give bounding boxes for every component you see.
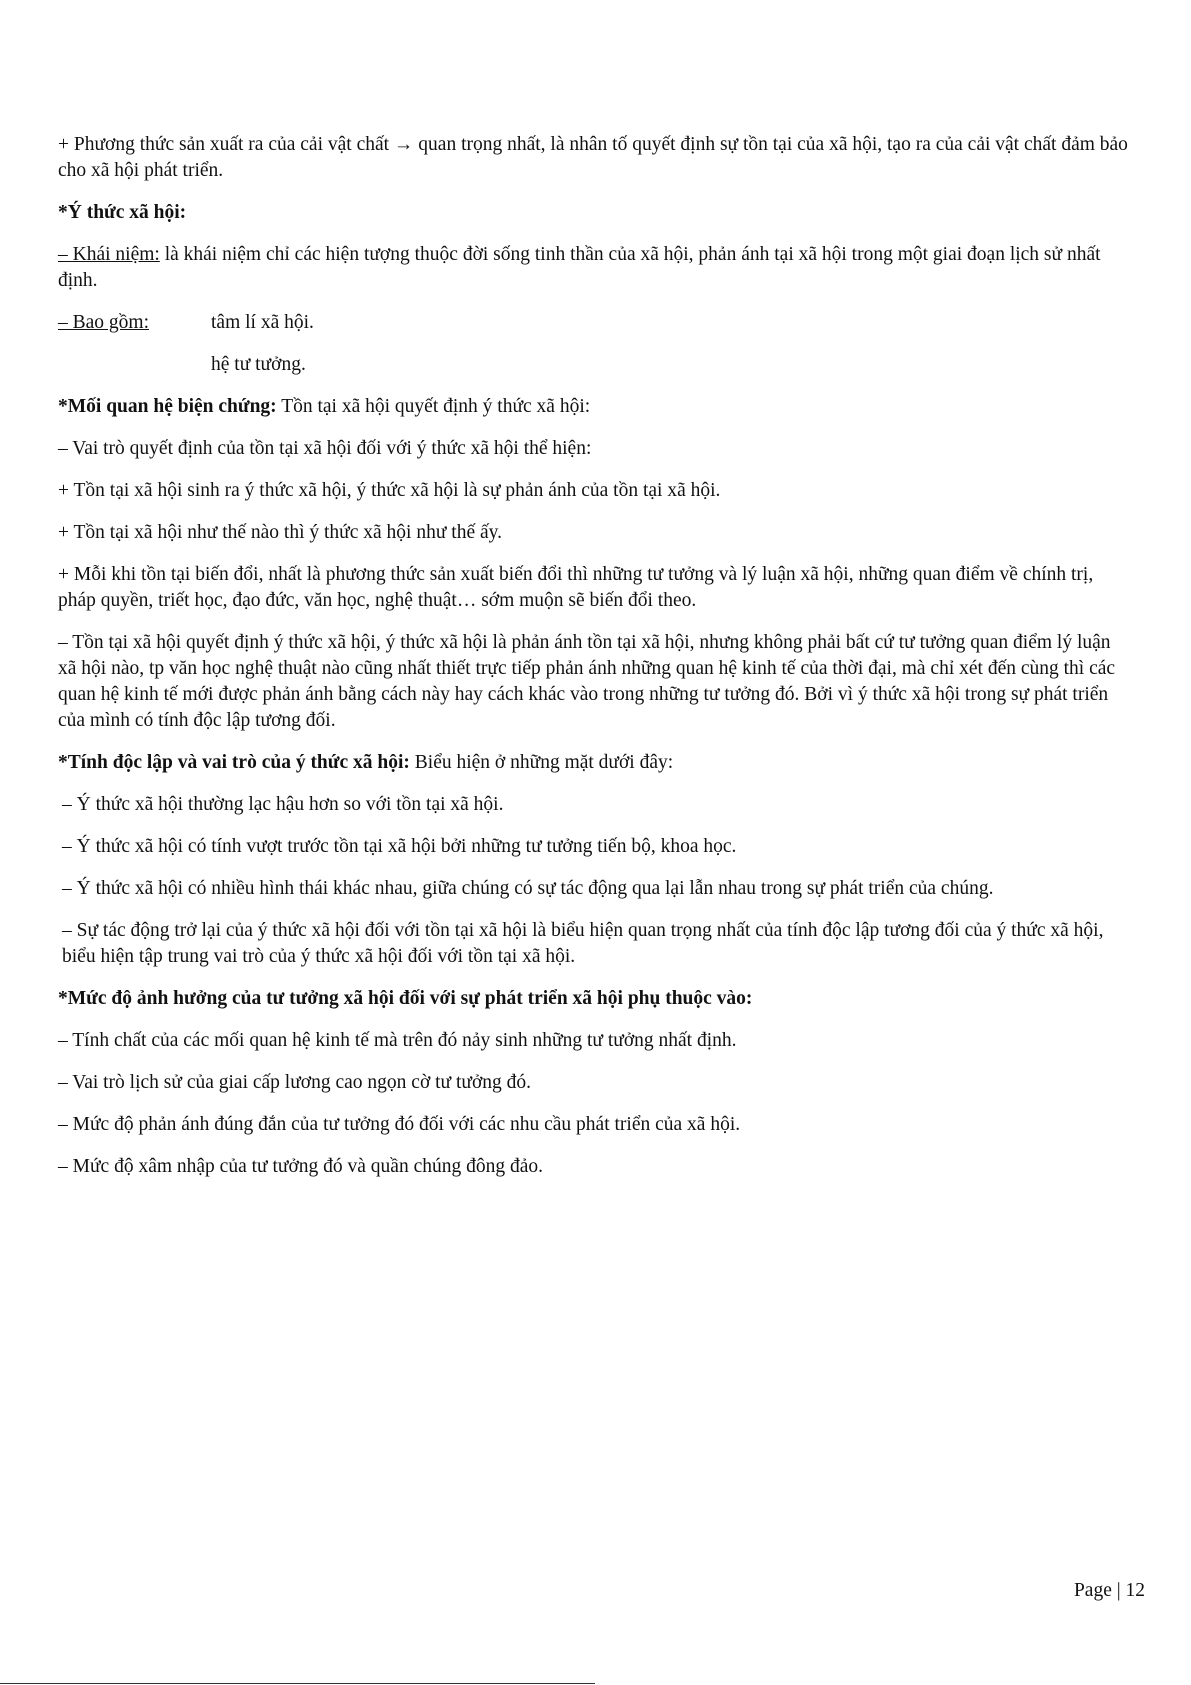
includes-label-wrap — [58, 310, 211, 336]
includes-item-1: tâm lí xã hội. — [211, 312, 314, 333]
paragraph-reflection: – Mức độ phản ánh đúng đắn của tư tưởng đó đối với các nhu cầu phát triển của xã hội. — [58, 1114, 741, 1135]
paragraph-forms: – Ý thức xã hội có nhiều hình thái khác nhau, giữa chúng có sự tác động qua lại lẫn nhau trong sự phát triển của chúng. — [62, 878, 994, 899]
heading-social-consciousness: *Ý thức xã hội: — [58, 202, 187, 223]
includes-item-2: hệ tư tưởng. — [211, 354, 306, 375]
concept-label: – Khái niệm: — [58, 244, 160, 265]
paragraph-independence — [58, 750, 1128, 776]
dialectic-text: Tồn tại xã hội quyết định ý thức xã hội: — [276, 396, 591, 417]
heading-influence-level: *Mức độ ảnh hưởng của tư tưởng xã hội đối với sự phát triển xã hội phụ thuộc vào: — [58, 988, 753, 1009]
paragraph-concept — [58, 242, 1128, 294]
paragraph-ahead: – Ý thức xã hội có tính vượt trước tồn tại xã hội bởi những tư tưởng tiến bộ, khoa học. — [62, 836, 737, 857]
paragraph-dialectic — [58, 394, 1128, 420]
bottom-divider — [0, 1683, 595, 1684]
includes-row — [58, 310, 1128, 336]
paragraph-change: + Mỗi khi tồn tại biến đổi, nhất là phương thức sản xuất biến đổi thì những tư tưởng và lý luận xã hội, những quan điểm về chính trị, pháp quyền, triết học, đạo đức, văn học, nghệ thuật… sớm muộn sẽ biến đổi theo. — [58, 564, 1094, 611]
paragraph-existence-2: + Tồn tại xã hội như thế nào thì ý thức xã hội như thế ấy. — [58, 522, 502, 543]
paragraph-historical-role: – Vai trò lịch sử của giai cấp lương cao ngọn cờ tư tưởng đó. — [58, 1072, 532, 1093]
independence-text: Biểu hiện ở những mặt dưới đây: — [409, 752, 674, 773]
paragraph-decisive-role: – Vai trò quyết định của tồn tại xã hội đối với ý thức xã hội thể hiện: — [58, 438, 592, 459]
paragraph-feedback: – Sự tác động trở lại của ý thức xã hội đối với tồn tại xã hội là biểu hiện quan trọng nhất của tính độc lập tương đối của ý thức xã hội, biểu hiện tập trung vai trò của ý thức xã hội đối với tồn tại xã hội. — [62, 920, 1104, 967]
paragraph-penetration: – Mức độ xâm nhập của tư tưởng đó và quần chúng đông đảo. — [58, 1156, 544, 1177]
page-number: Page | 12 — [1073, 1580, 1145, 1601]
independence-label: *Tính độc lập và vai trò của ý thức xã hội: — [58, 752, 410, 773]
paragraph-existence-1: + Tồn tại xã hội sinh ra ý thức xã hội, ý thức xã hội là sự phản ánh của tồn tại xã hội. — [58, 480, 721, 501]
paragraph-decides: – Tồn tại xã hội quyết định ý thức xã hội, ý thức xã hội là phản ánh tồn tại xã hội, nhưng không phải bất cứ tư tưởng quan điểm lý luận xã hội nào, tp văn học nghệ thuật nào cũng nhất thiết trực tiếp phản ánh những quan hệ kinh tế của thời đại, mà chỉ xét đến cùng thì các quan hệ kinh tế mới được phản ánh bằng cách này hay cách khác vào trong những tư tưởng đó. Bởi vì ý thức xã hội trong sự phát triển của mình có tính độc lập tương đối. — [58, 632, 1116, 731]
paragraph-production-mode: + Phương thức sản xuất ra của cải vật chất → quan trọng nhất, là nhân tố quyết định sự tồn tại của xã hội, tạo ra của cải vật chất đảm bảo cho xã hội phát triển. — [58, 134, 1128, 181]
document-body — [58, 132, 1128, 1196]
concept-text: là khái niệm chỉ các hiện tượng thuộc đời sống tinh thần của xã hội, phản ánh tại xã hội trong một giai đoạn lịch sử nhất định. — [58, 244, 1101, 291]
includes-label: – Bao gồm: — [58, 312, 149, 333]
paragraph-lagging: – Ý thức xã hội thường lạc hậu hơn so với tồn tại xã hội. — [62, 794, 504, 815]
paragraph-nature: – Tính chất của các mối quan hệ kinh tế mà trên đó nảy sinh những tư tưởng nhất định. — [58, 1030, 737, 1051]
dialectic-label: *Mối quan hệ biện chứng: — [58, 396, 277, 417]
